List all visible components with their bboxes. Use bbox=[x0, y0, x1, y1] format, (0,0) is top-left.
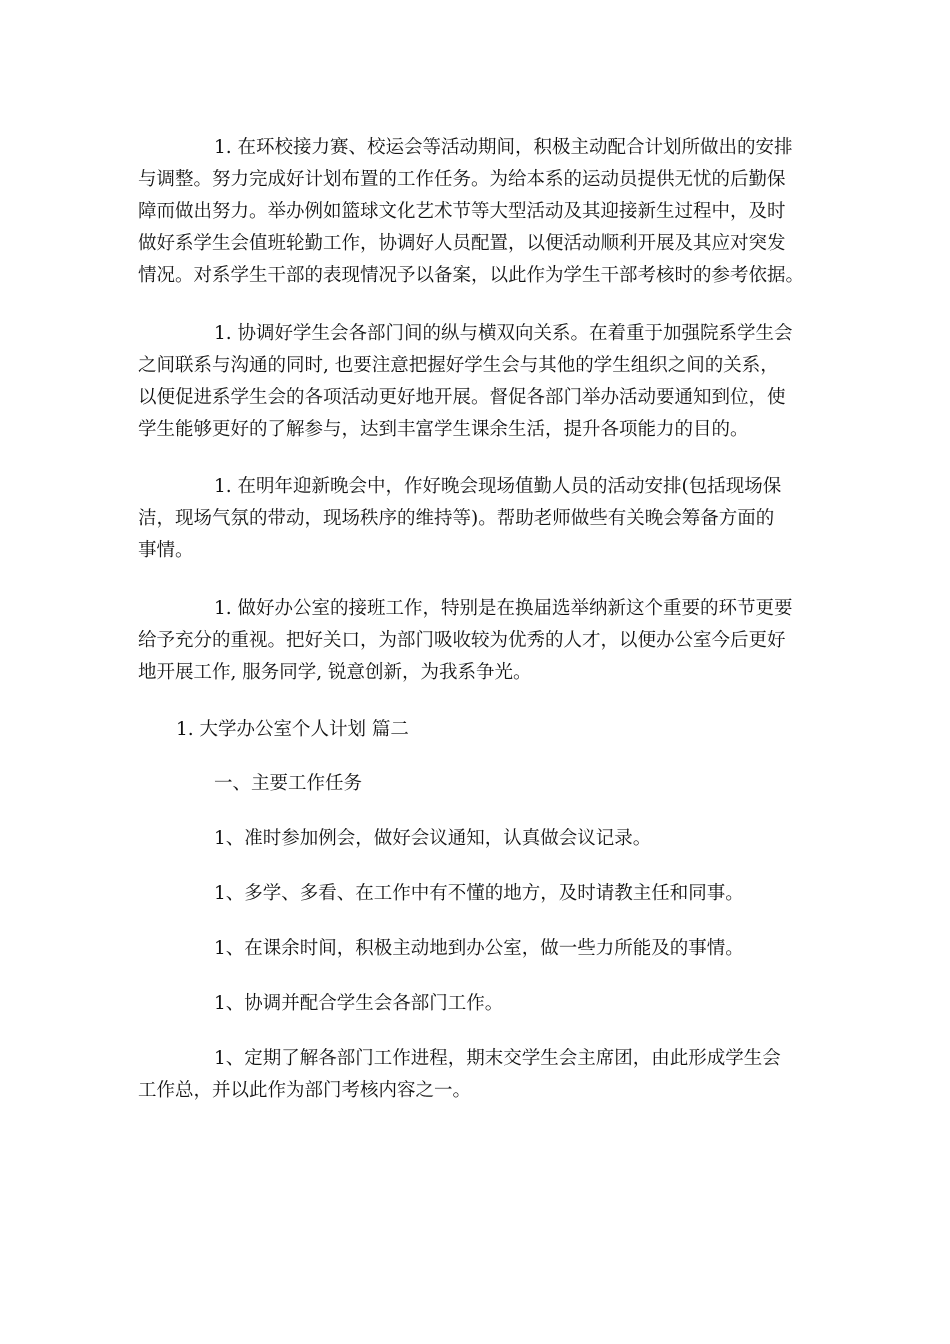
paragraph-line: 地开展工作, 服务同学, 锐意创新，为我系争光。 bbox=[138, 662, 532, 683]
paragraph-line: 1. 做好办公室的接班工作，特别是在换届选举纳新这个重要的环节更要 bbox=[214, 598, 793, 619]
task-item: 1、在课余时间，积极主动地到办公室，做一些力所能及的事情。 bbox=[214, 938, 744, 959]
section-heading: 1. 大学办公室个人计划 篇二 bbox=[176, 719, 409, 740]
paragraph-2 bbox=[138, 318, 818, 446]
paragraph-line: 1. 协调好学生会各部门间的纵与横双向关系。在着重于加强院系学生会 bbox=[214, 323, 793, 344]
paragraph-line: 障而做出努力。举办例如篮球文化艺术节等大型活动及其迎接新生过程中，及时 bbox=[138, 201, 786, 222]
paragraph-line: 学生能够更好的了解参与，达到丰富学生课余生活，提升各项能力的目的。 bbox=[138, 419, 749, 440]
paragraph-4 bbox=[138, 593, 818, 689]
paragraph-line: 工作总，并以此作为部门考核内容之一。 bbox=[138, 1080, 472, 1101]
task-item: 1、准时参加例会，做好会议通知，认真做会议记录。 bbox=[214, 828, 652, 849]
paragraph-line: 给予充分的重视。把好关口，为部门吸收较为优秀的人才，以便办公室今后更好 bbox=[138, 630, 786, 651]
paragraph-line: 洁，现场气氛的带动，现场秩序的维持等)。帮助老师做些有关晚会筹备方面的 bbox=[138, 508, 775, 529]
paragraph-line: 事情。 bbox=[138, 540, 194, 561]
task-item: 1、多学、多看、在工作中有不懂的地方，及时请教主任和同事。 bbox=[214, 883, 744, 904]
paragraph-line: 情况。对系学生干部的表现情况予以备案，以此作为学生干部考核时的参考依据。 bbox=[138, 265, 805, 286]
paragraph-line: 1. 在环校接力赛、校运会等活动期间，积极主动配合计划所做出的安排 bbox=[214, 137, 793, 158]
paragraph-line: 以便促进系学生会的各项活动更好地开展。督促各部门举办活动要通知到位，使 bbox=[138, 387, 786, 408]
paragraph-line: 1、定期了解各部门工作进程，期末交学生会主席团，由此形成学生会 bbox=[214, 1048, 781, 1069]
paragraph-line: 与调整。努力完成好计划布置的工作任务。为给本系的运动员提供无忧的后勤保 bbox=[138, 169, 786, 190]
paragraph-line: 之间联系与沟通的同时, 也要注意把握好学生会与其他的学生组织之间的关系， bbox=[138, 355, 779, 376]
task-item: 1、协调并配合学生会各部门工作。 bbox=[214, 993, 504, 1014]
final-paragraph bbox=[138, 1043, 818, 1107]
paragraph-line: 做好系学生会值班轮勤工作，协调好人员配置，以便活动顺利开展及其应对突发 bbox=[138, 233, 786, 254]
subheading: 一、主要工作任务 bbox=[214, 773, 363, 794]
paragraph-line: 1. 在明年迎新晚会中，作好晚会现场值勤人员的活动安排(包括现场保 bbox=[214, 476, 782, 497]
paragraph-1 bbox=[138, 132, 818, 292]
paragraph-3 bbox=[138, 471, 818, 567]
